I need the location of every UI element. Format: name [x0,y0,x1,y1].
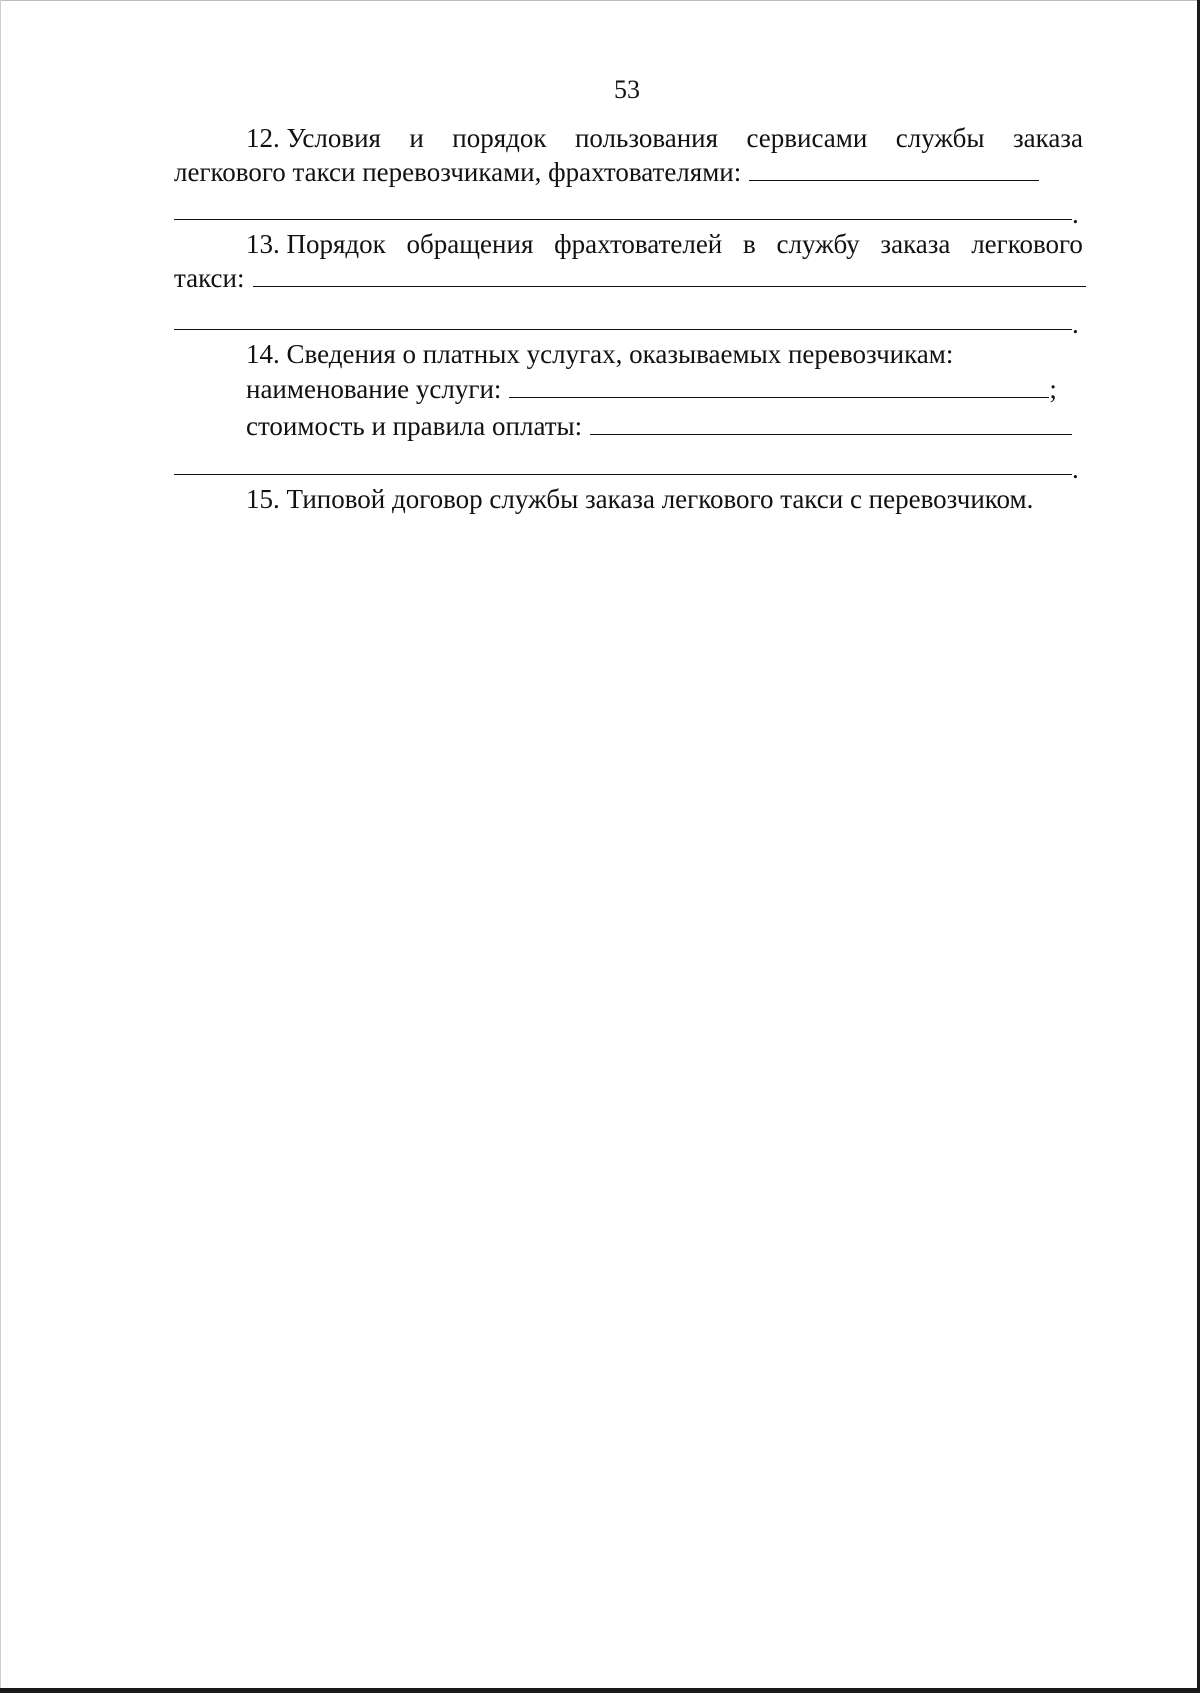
item-15-line [246,483,1033,515]
service-name-punct: ; [1049,374,1057,404]
item-12-label: легкового такси перевозчиками, фрахтователями: [174,157,742,187]
item-14-service-name-row [246,373,1057,405]
cost-label: стоимость и правила оплаты: [246,411,583,441]
item-13-blank-line[interactable] [174,329,1072,330]
scan-edge-left [0,0,1,1693]
item-14-heading-text: 14. Сведения о платных услугах, оказываемых перевозчикам: [246,339,954,369]
item-13-word: обращения [406,229,534,259]
item-14-end-punct: . [1072,454,1079,484]
service-name-blank[interactable] [509,373,1049,398]
scan-edge-bottom [0,1688,1200,1693]
item-13-line-1 [246,228,1083,260]
item-12-word: 12. Условия [246,123,381,153]
item-13-word: в [743,229,756,259]
item-13-label: такси: [174,263,245,293]
item-13-end-punct: . [1072,309,1079,339]
item-12-word: сервисами [746,123,868,153]
item-12-word: и [409,123,424,153]
item-13-blank-inline[interactable] [253,262,1086,287]
item-15-text: 15. Типовой договор службы заказа легкового такси с перевозчиком. [246,484,1034,514]
item-12-line-1 [246,122,1083,154]
cost-blank-inline[interactable] [590,410,1072,435]
item-13-word: легкового [971,229,1083,259]
item-12-blank-inline[interactable] [749,156,1039,181]
item-12-end-punct: . [1072,199,1079,229]
item-14-heading [246,338,953,370]
item-13-word: службу [776,229,860,259]
item-14-cost-row [246,410,1072,442]
item-12-word: порядок [452,123,547,153]
item-12-word: заказа [1012,123,1083,153]
item-12-blank-line[interactable] [174,219,1072,220]
item-13-word: заказа [880,229,951,259]
scan-edge-top [0,0,1200,1]
item-13-word: фрахтователей [554,229,723,259]
item-13-line-2 [174,262,1086,294]
service-name-label: наименование услуги: [246,374,502,404]
item-12-line-2 [174,156,1039,188]
page-number: 53 [614,75,640,104]
cost-blank-line[interactable] [174,474,1072,475]
item-13-word: 13. Порядок [246,229,386,259]
item-12-word: службы [895,123,985,153]
item-12-word: пользования [574,123,719,153]
